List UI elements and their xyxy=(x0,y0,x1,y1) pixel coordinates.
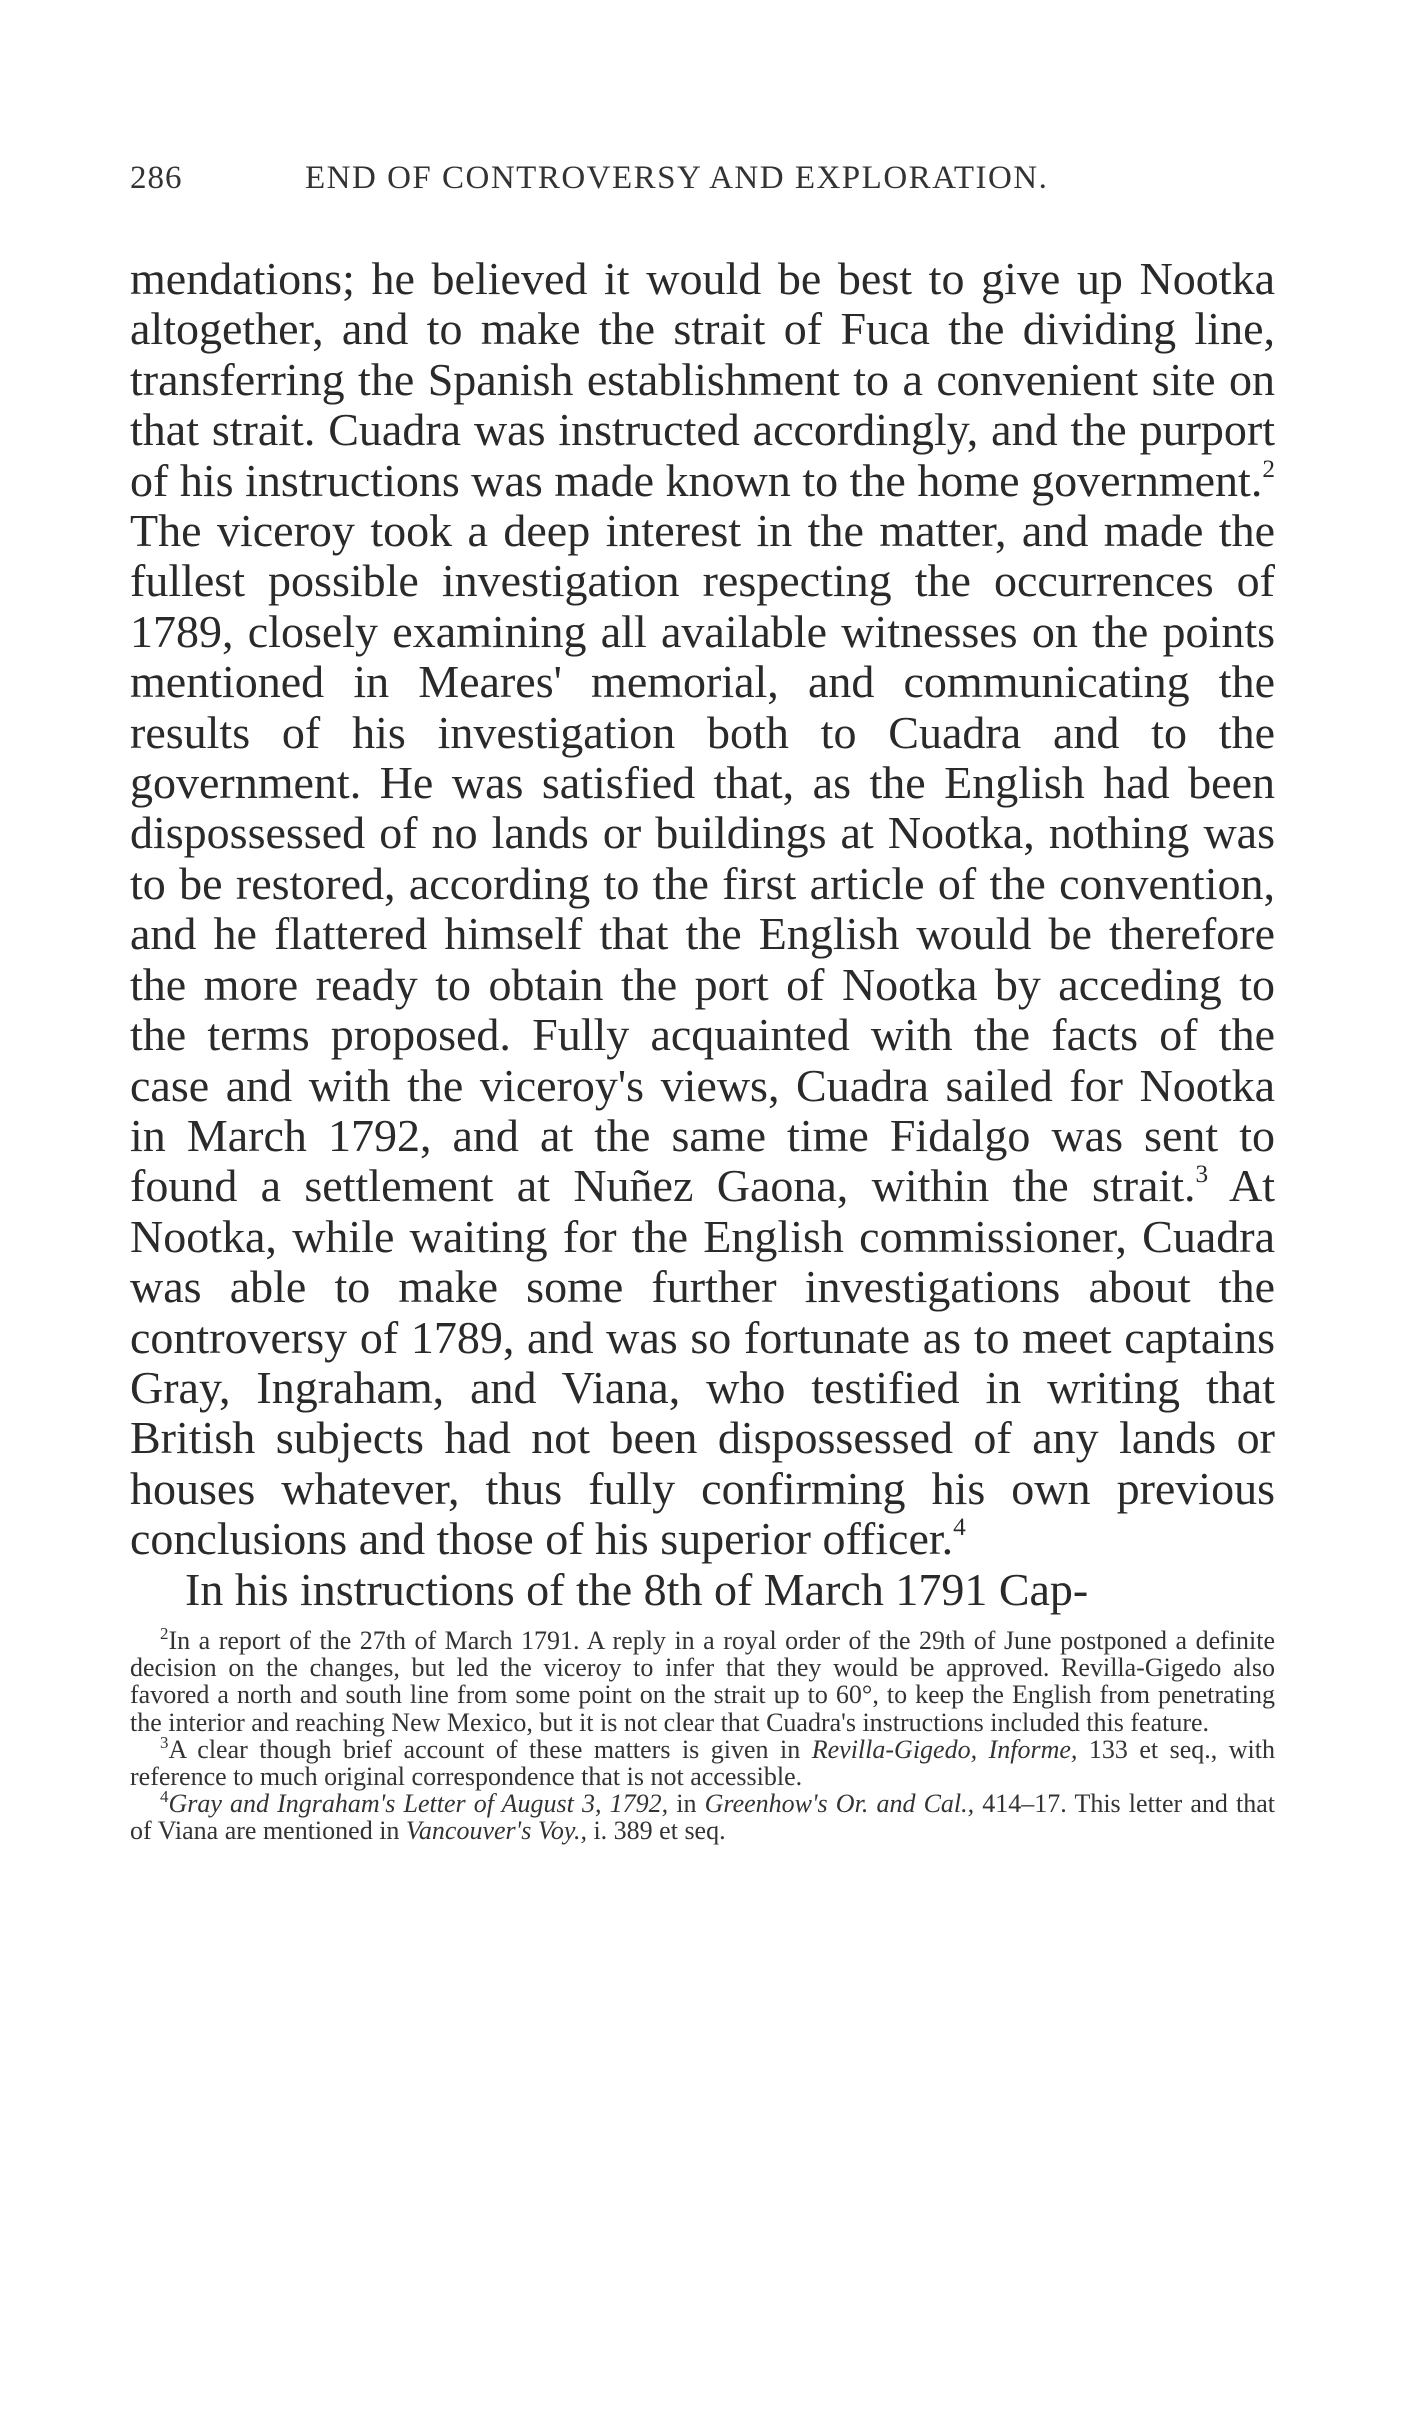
footnotes xyxy=(130,1623,1276,1846)
footnote-ref: 3 xyxy=(1195,1160,1209,1189)
footnote xyxy=(130,1623,1275,1737)
footnote xyxy=(130,1787,1276,1846)
text-run: 414–17. This letter and that of Viana are mentioned in xyxy=(130,1789,1276,1846)
paragraph xyxy=(130,254,1275,1565)
footnote-ref: 4 xyxy=(953,1513,966,1542)
italic-citation: Gray and Ingraham's Letter of August 3, 1792, xyxy=(168,1789,669,1819)
page-number: 286 xyxy=(130,160,183,196)
footnote-ref: 3 xyxy=(160,1732,169,1752)
text-run: in xyxy=(668,1789,705,1819)
paragraph xyxy=(130,1565,1275,1615)
footnote-ref: 2 xyxy=(160,1623,169,1643)
text-run: A clear though brief account of these matters is given in xyxy=(168,1734,812,1764)
running-title: END OF CONTROVERSY AND EXPLORATION. xyxy=(305,160,1049,196)
italic-citation: Revilla-Gigedo, Informe, xyxy=(811,1734,1078,1764)
italic-citation: Vancouver's Voy., xyxy=(405,1816,587,1846)
text-run: mendations; he believed it would be best to give up Nootka altogether, and to make the strait of Fuca the dividing line, transferring the Spanish establishment to a convenient site on that strait. Cuadra was instructed accordingly, and the purport of his instructions was made known to the home government. xyxy=(130,253,1275,506)
footnote xyxy=(130,1732,1275,1791)
italic-citation: Greenhow's Or. and Cal., xyxy=(704,1789,975,1819)
footnote-ref: 2 xyxy=(1262,454,1275,483)
footnote-ref: 4 xyxy=(160,1787,169,1807)
running-head xyxy=(130,160,1275,206)
text-run: At Nootka, while waiting for the English commissioner, Cuadra was able to make some further investigations about the controversy of 1789, and was so fortunate as to meet captains Gray, Ingraham, and Viana, who testified in writing that British subjects had not been dispossessed of any lands or houses whatever, thus fully confirming his own previous conclusions and those of his superior officer. xyxy=(130,1160,1275,1565)
text-run: 133 et seq., with reference to much original correspondence that is not accessible. xyxy=(130,1734,1275,1791)
text-run: In his instructions of the 8th of March 1791 Cap- xyxy=(185,1563,1089,1615)
text-run: In a report of the 27th of March 1791. A reply in a royal order of the 29th of June postponed a definite decision on the changes, but led the viceroy to infer that they would be approved. Revilla-Gigedo also favored a north and south line from some point on the strait up to 60°, to keep the English from penetrating the interior and reaching New Mexico, but it is not clear that Cuadra's instructions included this feature. xyxy=(130,1625,1275,1737)
body-text xyxy=(130,254,1275,1615)
text-run: The viceroy took a deep interest in the matter, and made the fullest possible investigation respecting the occurrences of 1789, closely examining all available witnesses on the points mentioned in Meares' memorial, and communicating the results of his investigation both to Cuadra and to the government. He was satisfied that, as the English had been dispossessed of no lands or buildings at Nootka, nothing was to be restored, according to the first article of the convention, and he flattered himself that the English would be therefore the more ready to obtain the port of Nootka by acceding to the terms proposed. Fully acquainted with the facts of the case and with the viceroy's views, Cuadra sailed for Nootka in March 1792, and at the same time Fidalgo was sent to found a settlement at Nuñez Gaona, within the strait. xyxy=(130,505,1275,1212)
text-run: i. 389 et seq. xyxy=(586,1816,726,1846)
book-page xyxy=(130,160,1275,1845)
